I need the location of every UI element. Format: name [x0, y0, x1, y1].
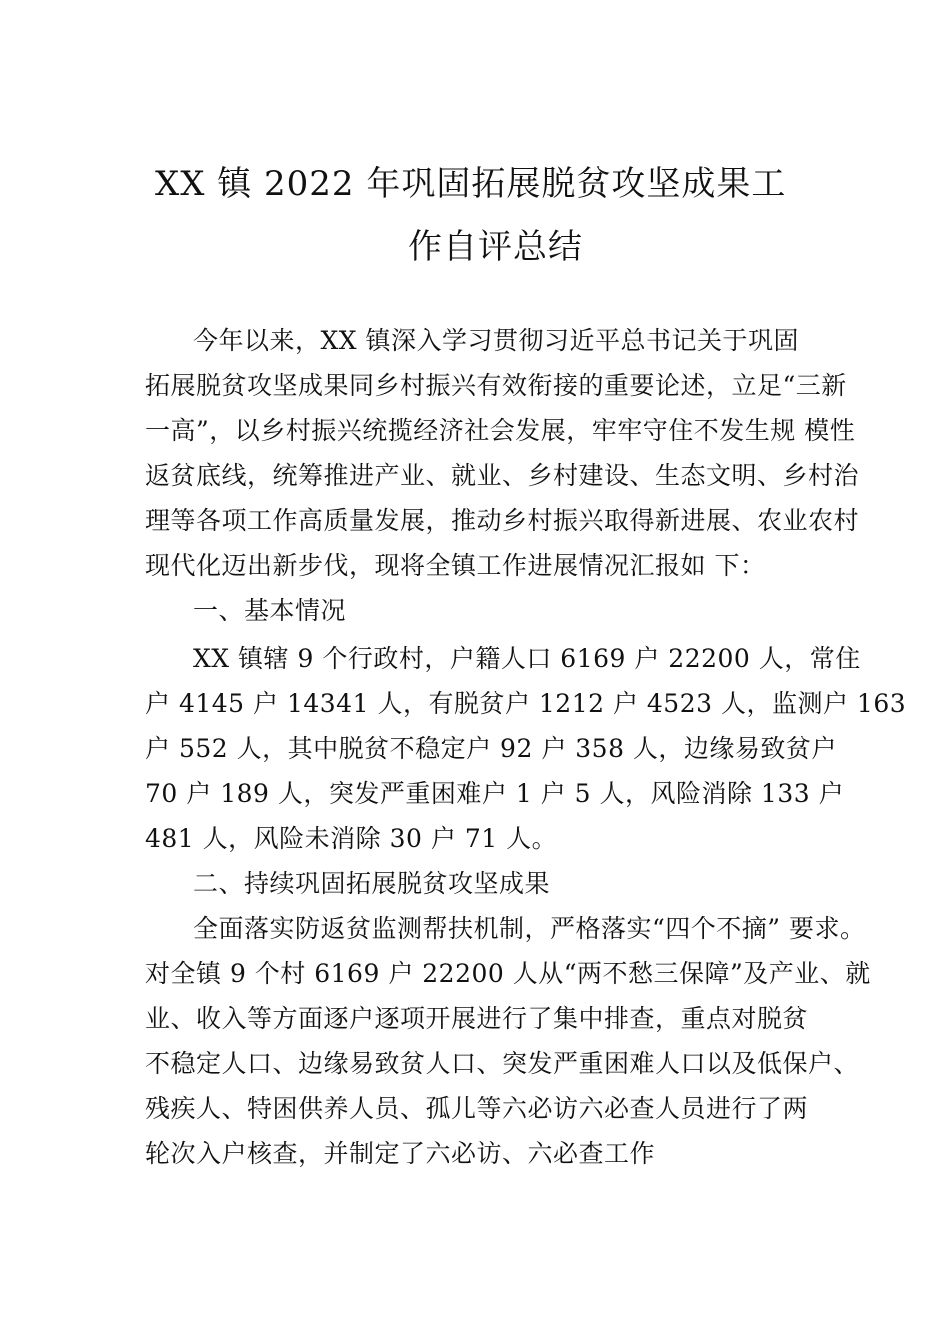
body-line: 户 552 人，其中脱贫不稳定户 92 户 358 人，边缘易致贫户 [145, 734, 837, 763]
body-line: 残疾人、特困供养人员、孤儿等六必访六必查人员进行了两 [145, 1094, 809, 1123]
body-line: 一高”，以乡村振兴统揽经济社会发展，牢牢守住不发生规 模性 [145, 416, 856, 445]
body-line: 现代化迈出新步伐，现将全镇工作进展情况汇报如 下： [145, 551, 766, 580]
section-heading: 二、持续巩固拓展脱贫攻坚成果 [193, 869, 551, 898]
body-line: XX 镇辖 9 个行政村，户籍人口 6169 户 22200 人，常住 [193, 644, 861, 673]
section-heading: 一、基本情况 [193, 596, 347, 625]
body-line: 全面落实防返贫监测帮扶机制，严格落实“四个不摘” 要求。 [193, 914, 866, 943]
body-line: 业、收入等方面逐户逐项开展进行了集中排查，重点对脱贫 [145, 1004, 809, 1033]
body-line: 轮次入户核查，并制定了六必访、六必查工作 [145, 1139, 656, 1168]
body-line: 不稳定人口、边缘易致贫人口、突发严重困难人口以及低保户、 [145, 1049, 860, 1078]
document-title-line-1: XX 镇 2022 年巩固拓展脱贫攻坚成果工 [155, 164, 787, 204]
body-line: 理等各项工作高质量发展，推动乡村振兴取得新进展、农业农村 [145, 506, 860, 535]
body-line: 拓展脱贫攻坚成果同乡村振兴有效衔接的重要论述，立足“三新 [145, 371, 847, 400]
body-line: 返贫底线，统筹推进产业、就业、乡村建设、生态文明、乡村治 [145, 461, 860, 490]
body-line: 对全镇 9 个村 6169 户 22200 人从“两不愁三保障”及产业、就 [145, 959, 871, 988]
body-line: 户 4145 户 14341 人，有脱贫户 1212 户 4523 人，监测户 163 [145, 689, 907, 718]
document-title-line-2: 作自评总结 [408, 227, 583, 267]
body-line: 70 户 189 人，突发严重困难户 1 户 5 人，风险消除 133 户 [145, 779, 845, 808]
body-line: 今年以来，XX 镇深入学习贯彻习近平总书记关于巩固 [193, 326, 800, 355]
body-line: 481 人，风险未消除 30 户 71 人。 [145, 824, 558, 853]
